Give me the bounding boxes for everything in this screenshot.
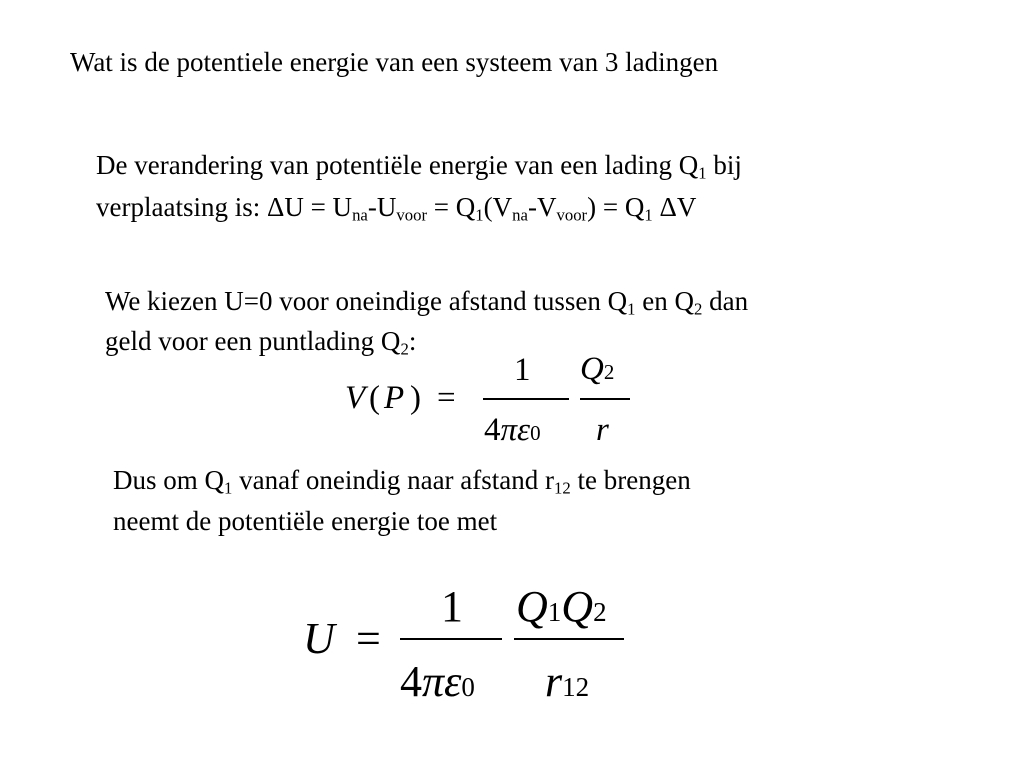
paragraph-2-line-1: We kiezen U=0 voor oneindige afstand tussen $Q_1$ en $Q_2$ dan xyxy=(105,286,749,319)
eq1-fraction-bar-2 xyxy=(580,398,630,400)
eq1-numerator-1: 1 xyxy=(514,352,531,388)
paragraph-1-line-1: De verandering van potentiële energie van een lading $Q_1$ bij xyxy=(96,150,742,183)
eq1-denominator-1: 4πε0 xyxy=(484,412,541,448)
paragraph-3-line-2: neemt de potentiële energie toe met xyxy=(113,506,498,536)
eq2-denominator-2: r12 xyxy=(545,657,590,706)
eq1-denominator-2: r xyxy=(596,412,609,448)
paragraph-3-line-1: Dus om $Q_1$ vanaf oneindig naar afstand $r_{12}$ te brengen xyxy=(113,465,691,498)
eq2-fraction-bar-2 xyxy=(514,638,624,640)
paragraph-1-line-2: verplaatsing is: $\Delta U = U_{na}-U_{voor} = Q_1(V_{na}-V_{voor}) = Q_1$ ΔV xyxy=(96,192,697,225)
eq1-fraction-bar-1 xyxy=(483,398,569,400)
eq1-numerator-2: Q2 xyxy=(580,351,615,387)
eq2-denominator-1: 4πε0 xyxy=(400,657,475,706)
eq2-fraction-bar-1 xyxy=(400,638,502,640)
paragraph-2-line-2: geld voor een puntlading $Q_2$: xyxy=(105,326,417,359)
eq2-numerator-1: 1 xyxy=(441,582,463,631)
eq1-equals: = xyxy=(437,380,456,416)
eq2-equals: = xyxy=(356,614,381,663)
eq2-lhs-u: U xyxy=(303,614,335,663)
slide-title: Wat is de potentiele energie van een systeem van 3 ladingen xyxy=(70,47,719,77)
eq1-lhs-v: V xyxy=(345,380,366,416)
eq1-open-paren: ( xyxy=(369,380,380,416)
eq1-arg-p: P xyxy=(384,380,405,416)
eq2-numerator-2: Q1Q2 xyxy=(516,582,607,631)
eq1-close-paren: ) xyxy=(410,380,421,416)
